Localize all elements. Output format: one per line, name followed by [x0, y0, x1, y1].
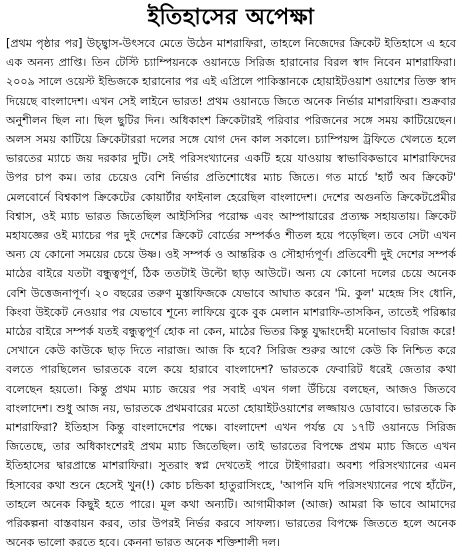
article-body: [6, 34, 456, 552]
continuation-kicker: [প্রথম পৃষ্ঠার পর]: [6, 37, 83, 50]
article-body-text: উচ্ছ্বাস-উৎসবে মেতে উঠেন মাশরাফিরা, তাহলে নিজেদের ক্রিকেট ইতিহাসে এ হবে এক অনন্য প্রাপ্তি। তিন টেস্টি চ্যাম্পিয়নকে ওয়ানডে সিরিজ হারানোর বিরল স্বাদ নিবেন মাশরাফিরা। ২০০৯ সালে ওয়েস্ট ইন্ডিজকে হারানোর পর এই এপ্রিলে পাকিস্তানকে হোয়াইটওয়াশ ওয়াশের তিক্ত স্বাদ দিয়েছে বাংলাদেশ। এখন সেই লাইনে ভারত! প্রথম ওয়ানডে জিতে অনেক নির্ভার মাশরাফিরা। শুক্রবার অনুশীলন ছিল না। ছিল ছুটির দিন। অধিকাংশ ক্রিকেটারই পরিবার পরিজনের সঙ্গে সময় কাটিয়েছেন। অলস সময় কাটিয়ে ক্রিকেটাররা দলের সঙ্গে যোগ দেন কাল সকালে। চ্যাম্পিয়ন্স ট্রফিতে খেলতে হলে ভারতের ম্যাচে জয় দরকার দুটি। সেই পরিসংখ্যানের একটি হয়ে যাওয়ায় স্বাভাবিকভাবে মাশরাফিদের উপর চাপ কম। তার চেয়েও বেশি নির্ভার প্রতিশোধের ম্যাচ জিতে। গত মার্চে 'হার্ট অব ক্রিকেট' মেলবোর্নে বিশ্বকাপ ক্রিকেটের কোয়ার্টার ফাইনাল হেরেছিল বাংলাদেশ। দেশের অগুনতি ক্রিকেটপ্রেমীর বিশ্বাস, ওই ম্যাচ ভারত জিতেছিল আইসিসির পরোক্ষ এবং আম্পায়ারের প্রত্যক্ষ সহায়তায়। ক্রিকেট মহাযজ্ঞের ওই ম্যাচের পর দুই দেশের ক্রিকেট বোর্ডের সম্পর্কও শীতল হয়ে পড়েছিল। তবে সেটা এখন অন্য যে কোনো সময়ের চেয়ে উষ্ণ। ওই সম্পর্ক ও আন্তরিক ও সৌহার্দ্যপূর্ণ। প্রতিবেশী দুই দেশের সম্পর্ক মাঠের বাইরে যতটা বন্ধুত্বপূর্ণ, ঠিক ততটাই উল্টো ছাড় আউটে। অন্য যে কোনো দলের চেয়ে অনেক বেশি উত্তেজনাপূর্ণ। ২০ বছরের তরুণ মুস্তাফিজকে যেভাবে আঘাত করেন 'মি. কুল' মহেন্দ্র সিং ধোনি, কিংবা উইকেট নেওয়ার পর যেভাবে শূন্যে লাফিয়ে বুকে বুক মেলান মাশরাফি-তাসকিন, তাতেই পরিষ্কার মাঠের বাইরে সম্পর্ক যতই বন্ধুত্বপূর্ণ হোক না কেন, মাঠের ভিতর কিন্তু যুদ্ধাংদেহী মনোভাব বিরাজ করে! সেখানে কেউ কাউকে ছাড় দিতে নারাজ। আজ কি হবে? সিরিজ শুরুর আগে কেউ কি নিশ্চিত করে বলতে পারছিলেন ভারতকে বলে কয়ে হারাবে বাংলাদেশ? ভারতকে ফেবারিট ধরেই জেতার কথা বলেছেন হয়তো। কিন্তু প্রথম ম্যাচ জয়ের পর সবাই এখন গলা উঁচিয়ে বলছেন, আজও জিতবে বাংলাদেশ। শুধু আজ নয়, ভারতকে প্রথমবারের মতো হোয়াইটওয়াশের লজ্জায়ও ডোবাবে। ভারতকে কি মাশরাফিরা? ইতিহাস কিন্তু বাংলাদেশের পক্ষে। বাংলাদেশ এখন পর্যন্ত যে ১৭টি ওয়ানডে সিরিজ জিতেছে, তার অধিকাংশেরই প্রথম ম্যাচ জিতেছিল। তাই ভারতের বিপক্ষে প্রথম ম্যাচ জিতে এখন ইতিহাসের দ্বারপ্রান্তে মাশরাফিরা। সুতরাং স্বপ্ন দেখতেই পারে টাইগাররা। অবশ্য পরিসংখ্যানের এমন হিসাবের কথা শুনে হেসেই খুন(!) কোচ চন্ডিকা হাতুরাসিংহে, 'আপনি যদি পরিসংখ্যানের পথে হাঁটেন, তাহলে অনেক কিছুই হতে পারে। মূল কথা অন্যটি। আগামীকাল (আজ) আমরা কি ভাবে আমাদের পরিকল্পনা বাস্তবায়ন করব, তার উপরই নির্ভর করবে সাফল্য। ভারতের বিপক্ষে জিততে হলে অনেক অনেক ভালো করতে হবে। কেননা ভারত অনেক শক্তিশালী দল।: [6, 37, 457, 550]
article-headline: ইতিহাসের অপেক্ষা: [147, 5, 315, 30]
